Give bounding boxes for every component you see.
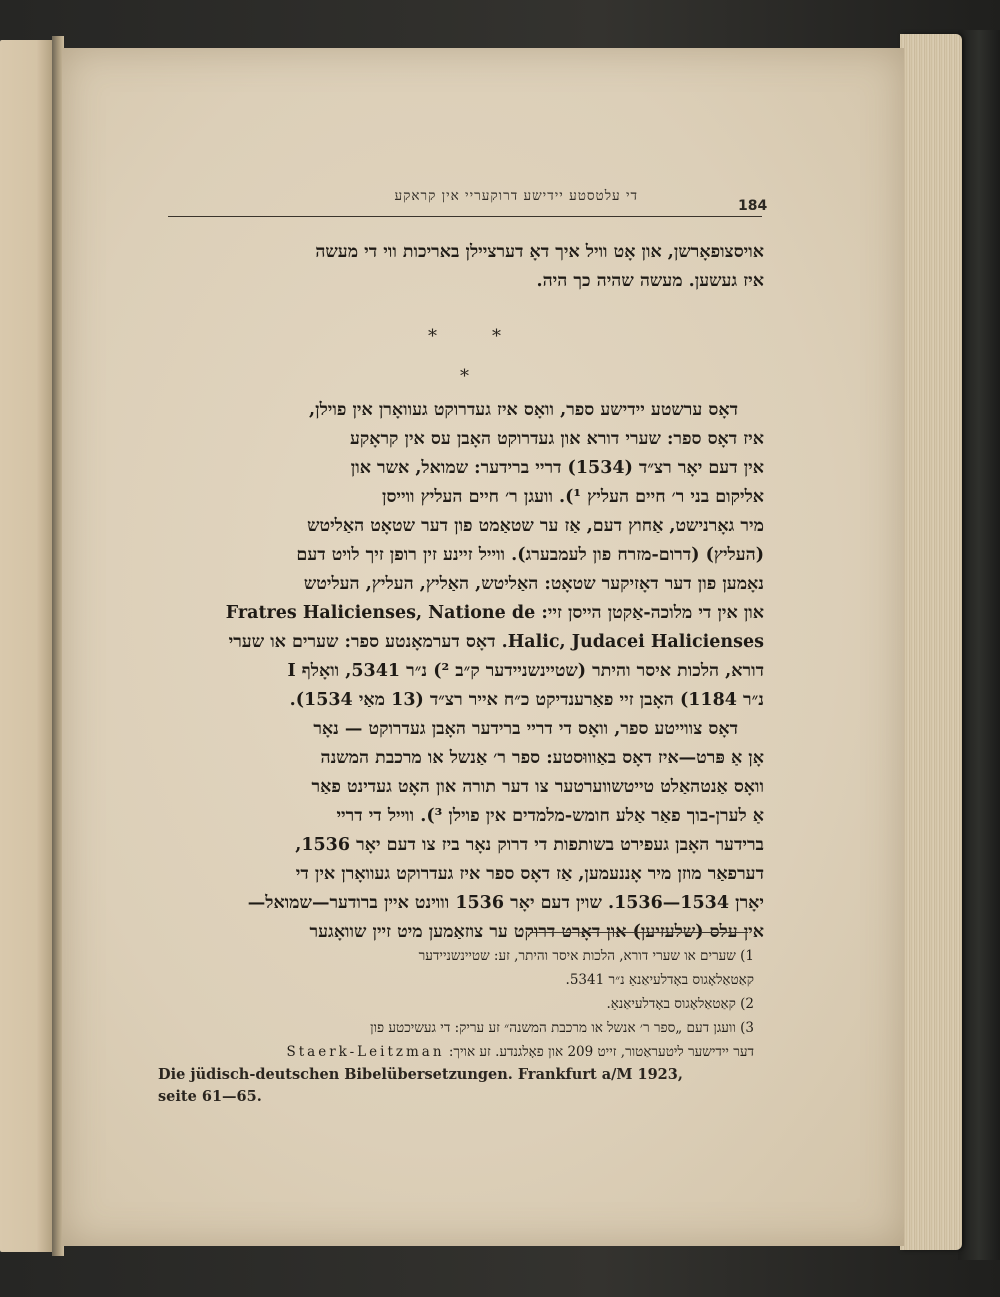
section-separator xyxy=(400,322,540,392)
text-line: דערפאַר מוזן מיר אָננעמען, אַז דאָס ספר איז געדרוקט געוואָרן אין די xyxy=(295,864,764,884)
paragraph-first-book xyxy=(162,396,764,715)
paragraph-second-book xyxy=(162,715,764,947)
running-head: די עלטסטע יידישע דרוקעריי אין קראקע xyxy=(394,188,638,204)
footnotes xyxy=(158,944,754,1108)
text-line: אין עלס (שלעזיען) און דאָרט דרוקט ער צוזאַמען מיט זיין שוואָגער xyxy=(309,922,764,942)
text-line: אין דעם יאָר רצ״ד (1534) דריי ברידער: שמואל, אשר און xyxy=(350,458,764,478)
previous-page-edge xyxy=(0,40,52,1252)
text-line: דאָס צווייטע ספר, וואָס די דריי ברידער האָבן געדרוקט — נאָר xyxy=(313,719,738,739)
text-line: איז דאָס ספר: שערי דורא און געדרוקט האָבן עס אין קראָקע xyxy=(349,429,764,449)
text-line: אויסצופאָרשן, און אָט וויל איך דאָ דערציילן באריכות ווי די מעשה xyxy=(315,242,764,262)
text-line: איז געשען. מעשה שהיה כך היה. xyxy=(536,271,764,291)
footnote-1: 1) שערים או שערי דורא, הלכות איסר והיתר, זע: שטיינשניידער xyxy=(418,948,754,964)
asterisk: * xyxy=(492,326,501,347)
text-line: און אין די מלוכה-אַקטן הייסן זיי: Fratres Halicienses, Natione de xyxy=(225,603,764,623)
text-line: דאָס ערשטע יידישע ספר, וואָס איז געדרוקט געוואָרן אין פוילן, xyxy=(309,400,738,420)
text-line: אַ לערן-בוך פאַר אַלע חומש-מלמדים אין פוילן ³). ווייל די דריי xyxy=(336,806,764,826)
header-rule xyxy=(168,216,762,217)
footnote-3: 3) וועגן דעם „ספר ר׳ אנשל או מרכבת המשנה״ זע עריק: די געשיכטע פון xyxy=(370,1020,754,1036)
text-line: נ״ר 1184) האָבן זיי פאַרענדיקט כ״ח אייר רצ״ד (13 מאַי 1534). xyxy=(289,690,764,710)
text-line: דורא, הלכות איסר והיתר (שטיינשניידער ק״ב ²) נ״ר 5341, וואָלף I xyxy=(287,661,764,681)
footnote-3-continued xyxy=(158,1040,754,1064)
footnote-1-continued: קאַטאַלאָגוס באָדלעיאַנאַ נ״ר 5341. xyxy=(565,972,754,988)
text-line: וואָס אַנטהאַלט טייטשווערטער צו דער תורה און האָט געדינט פאַר xyxy=(311,777,764,797)
text-line: (העליץ) (דרום-מזרח פון לעמבערג). ווייל זיינע זין רופן זיך לויט דעם xyxy=(296,545,764,565)
footnote-3-pages: seite 61—65. xyxy=(158,1088,262,1105)
opening-paragraph xyxy=(162,238,764,296)
footnote-rule xyxy=(530,932,748,933)
text-line: אָן אַ פּרט—איז דאָס באַוווּסטע: ספר ר׳ אַנשל או מרכבת המשנה xyxy=(320,748,764,768)
text-line: אליקום בני ר׳ חיים העליץ ¹). וועגן ר׳ חיים העליץ ווייסן xyxy=(381,487,764,507)
main-body xyxy=(162,396,764,947)
text-line: יאָרן 1534—1536. שוין דעם יאָר 1536 וווינט איין ברודער—שמואל— xyxy=(247,893,764,913)
footnote-2: 2) קאַטאַלאָגוס באָדלעיאַנאַ. xyxy=(606,996,754,1012)
page-number: 184 xyxy=(738,198,768,214)
book-binding xyxy=(958,30,1000,1260)
page-edges xyxy=(900,34,962,1250)
text-line: מיר גאָרנישט, אַחוץ דעם, אַז ער שטאַמט פון דער שטאָט האַליטש xyxy=(307,516,764,536)
text-line: נאָמען פון דער דאָזיקער שטאָט: האַליטש, האַליץ, העליץ, העליטש xyxy=(303,574,764,594)
footnote-3-hebrew: דער יידישער ליטעראַטור, זייט 209 און פאָלגנדע. זע אויך: xyxy=(448,1044,754,1060)
asterisk: * xyxy=(460,366,469,387)
footnote-3-author: Staerk-Leitzman xyxy=(286,1044,445,1060)
text-line: ברידער האָבן געפירט בשותפות די דרוק נאָר ביז צו דעם יאָר 1536, xyxy=(295,835,764,855)
footnote-3-title: Die jüdisch-deutschen Bibelübersetzungen. Frankfurt a/M 1923, xyxy=(158,1066,683,1083)
text-line: Halic, Judacei Halicienses. דאָס דערמאָנטע ספר: שערים או שערי xyxy=(228,632,764,652)
asterisk: * xyxy=(428,326,437,347)
